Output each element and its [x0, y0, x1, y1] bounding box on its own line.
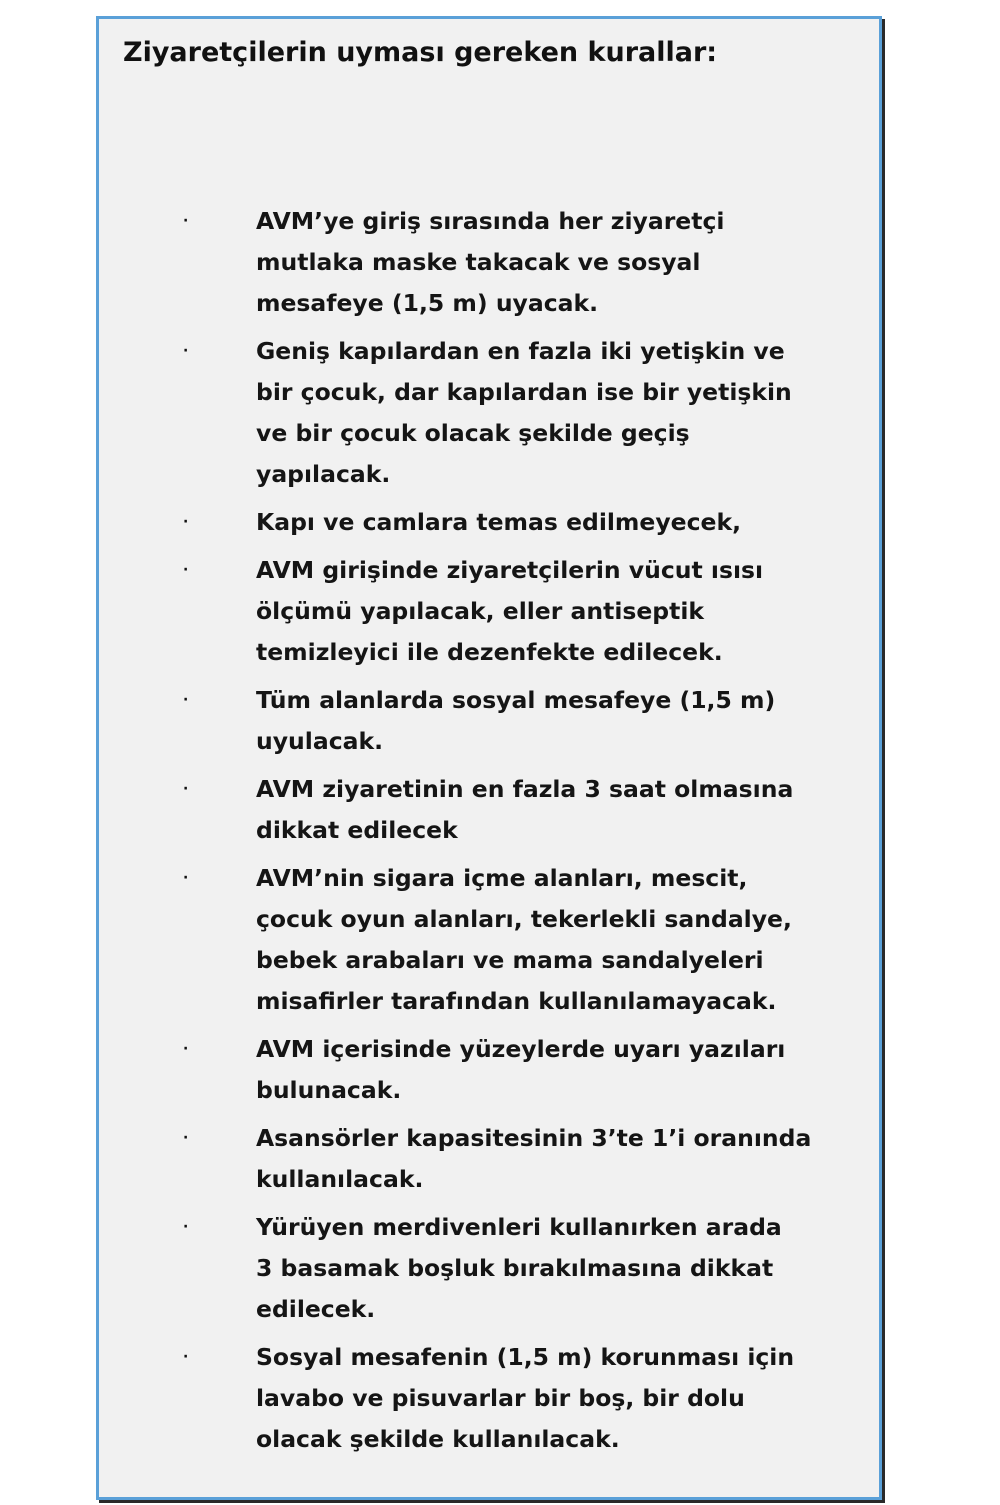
rule-text-line: bir çocuk, dar kapılardan ise bir yetişkin	[256, 378, 792, 406]
bullet-icon: ·	[183, 1349, 189, 1365]
rules-list	[183, 201, 863, 1467]
rule-text-line: olacak şekilde kullanılacak.	[256, 1425, 620, 1453]
document-title: Ziyaretçilerin uyması gereken kurallar:	[123, 37, 718, 68]
rule-text-line: bebek arabaları ve mama sandalyeleri	[256, 946, 764, 974]
rule-text-line: AVM içerisinde yüzeylerde uyarı yazıları	[256, 1035, 786, 1063]
rule-text-line: temizleyici ile dezenfekte edilecek.	[256, 638, 723, 666]
rule-item	[183, 769, 863, 851]
bullet-icon: ·	[183, 343, 189, 359]
bullet-icon: ·	[183, 781, 189, 797]
rule-text-line: Asansörler kapasitesinin 3’te 1’i oranında	[256, 1124, 812, 1152]
rule-item	[183, 331, 863, 495]
rule-text-line: ölçümü yapılacak, eller antiseptik	[256, 597, 705, 625]
rule-text-line: mesafeye (1,5 m) uyacak.	[256, 289, 599, 317]
bullet-icon: ·	[183, 562, 189, 578]
rule-text-line: Tüm alanlarda sosyal mesafeye (1,5 m)	[256, 686, 776, 714]
rule-item	[183, 680, 863, 762]
rule-item	[183, 1118, 863, 1200]
rule-item	[183, 1207, 863, 1330]
rule-text-line: Sosyal mesafenin (1,5 m) korunması için	[256, 1343, 795, 1371]
rule-text-line: dikkat edilecek	[256, 816, 458, 844]
rule-text-line: AVM’ye giriş sırasında her ziyaretçi	[256, 207, 725, 235]
bullet-icon: ·	[183, 1130, 189, 1146]
rule-item	[183, 502, 863, 543]
rule-text-line: misafirler tarafından kullanılamayacak.	[256, 987, 777, 1015]
rule-text-line: edilecek.	[256, 1295, 376, 1323]
rule-item	[183, 858, 863, 1022]
rule-text-line: yapılacak.	[256, 460, 391, 488]
rules-panel	[96, 16, 882, 1500]
rule-text-line: uyulacak.	[256, 727, 384, 755]
rule-text-line: Geniş kapılardan en fazla iki yetişkin ve	[256, 337, 785, 365]
bullet-icon: ·	[183, 1041, 189, 1057]
rule-text-line: 3 basamak boşluk bırakılmasına dikkat	[256, 1254, 774, 1282]
rule-text-line: AVM girişinde ziyaretçilerin vücut ısısı	[256, 556, 764, 584]
rule-text-line: bulunacak.	[256, 1076, 402, 1104]
rule-item	[183, 1029, 863, 1111]
rule-item	[183, 201, 863, 324]
bullet-icon: ·	[183, 514, 189, 530]
bullet-icon: ·	[183, 1219, 189, 1235]
bullet-icon: ·	[183, 870, 189, 886]
rule-text-line: Kapı ve camlara temas edilmeyecek,	[256, 508, 742, 536]
rule-item	[183, 550, 863, 673]
rule-text-line: AVM’nin sigara içme alanları, mescit,	[256, 864, 748, 892]
bullet-icon: ·	[183, 692, 189, 708]
rule-text-line: çocuk oyun alanları, tekerlekli sandalye,	[256, 905, 792, 933]
rule-text-line: ve bir çocuk olacak şekilde geçiş	[256, 419, 690, 447]
rule-text-line: mutlaka maske takacak ve sosyal	[256, 248, 701, 276]
rule-item	[183, 1337, 863, 1460]
rule-text-line: lavabo ve pisuvarlar bir boş, bir dolu	[256, 1384, 745, 1412]
rule-text-line: AVM ziyaretinin en fazla 3 saat olmasına	[256, 775, 794, 803]
bullet-icon: ·	[183, 213, 189, 229]
rule-text-line: kullanılacak.	[256, 1165, 424, 1193]
rule-text-line: Yürüyen merdivenleri kullanırken arada	[256, 1213, 782, 1241]
